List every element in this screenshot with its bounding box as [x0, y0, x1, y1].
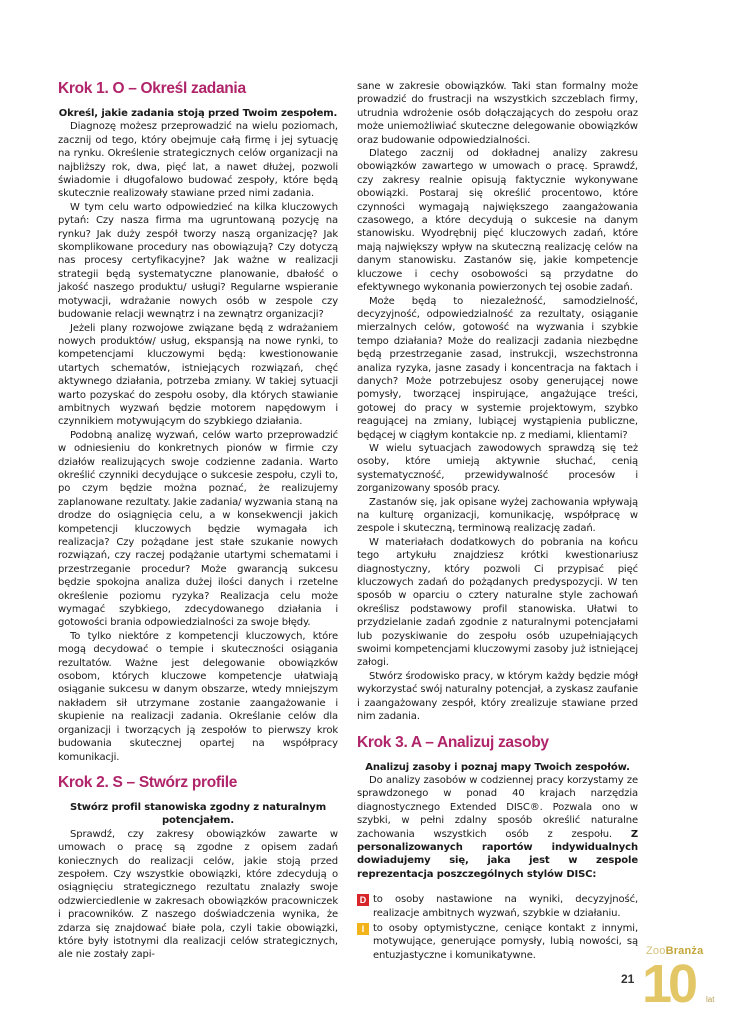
step1-paragraph-5: To tylko niektóre z kompetencji kluczowych, które mogą decydować o tempie i skuteczności osiągania rezultatów. Ważne jest delegowanie obowiązków osobom, których kluczowe kompetencje ułatwiają osiąganie sukcesu w danym obszarze, wtedy mniejszym nakładem sił utrzymane zostanie zaangażowanie i skupienie na realizacji zadania. Określanie celów dla organizacji i tworzących ją zespołów to pierwszy krok budowania skutecznej opartej na współpracy komunikacji. [58, 630, 338, 763]
list-item-text: to osoby optymistyczne, ceniące kontakt z innymi, motywujące, generujące pomysły, lubią nowości, są entuzjastyczne i komunikatywne. [373, 922, 638, 961]
step1-lead: Określ, jakie zadania stoją przed Twoim zespołem. [58, 108, 338, 119]
right-paragraph-7: Stwórz środowisko pracy, w którym każdy będzie mógł wykorzystać swój naturalny potencjał, a zyskasz zaufanie i zaangażowany zespół, który zrealizuje stawiane przed nim zadania. [357, 670, 638, 723]
logo-wordmark-zoo: Zoo [646, 945, 666, 957]
step1-heading: Krok 1. O – Określ zadania [58, 80, 246, 97]
step3-lead: Analizuj zasoby i poznaj mapy Twoich zespołów. [365, 761, 630, 773]
right-column [357, 80, 638, 964]
right-paragraph-6: W materiałach dodatkowych do pobrania na końcu tego artykułu znajdziesz krótki kwestionariusz diagnostyczny, który pozwoli Ci przypisać pięć kluczowych zadań do pożądanych predyspozycji. W ten sposób w oparciu o cztery naturalne style zachowań określisz podstawowy profil stanowiska. Ułatwi to przydzielanie zadań zgodnie z naturalnymi potencjałami lub pozyskiwanie do zespołu osób uzupełniających swoimi kompetencjami kluczowymi zasoby już istniejącej załogi. [357, 536, 638, 669]
step1-paragraph-4: Podobną analizę wyzwań, celów warto przeprowadzić w odniesieniu do konkretnych pionów w firmie czy działów realizujących swoje codzienne zadania. Warto określić czynniki decydujące o sukcesie zespołu, czyli to, po czym będzie można poznać, że realizujemy zaplanowane rezultaty. Jakie zadania/ wyzwania staną na drodze do osiągnięcia celu, a w konsekwencji jakich kompetencji kluczowych będzie wymagała ich realizacja? Czy pożądane jest stałe szukanie nowych rozwiązań, czy raczej podążanie utartymi schematami i przestrzeganie procedur? Może gwarancją sukcesu będzie spokojna analiza dużej ilości danych i rzetelne określenie poziomu ryzyka? Realizacja celu może wymagać szybkiego, zdecydowanego działania i gotowości brania odpowiedzialności za swoje błędy. [58, 429, 338, 629]
list-item-d [357, 893, 638, 920]
page-number: 21 [621, 972, 635, 986]
step3-paragraph-1 [357, 774, 638, 881]
list-item-i [357, 922, 638, 962]
right-paragraph-3: Może będą to niezależność, samodzielność, decyzyjność, odpowiedzialność za rezultaty, osiąganie mierzalnych celów, gotowość na wyzwania i szybkie tempo działania? Może do realizacji zadania niezbędne będą przestrzeganie zasad, instrukcji, wszechstronna analiza ryzyka, jasne zasady i koncentracja na faktach i danych? Może potrzebujesz osoby generującej nowe pomysły, tworzącej inspirujące, angażujące treści, gotowej do pracy w systemie projektowym, szybko reagującej na zmiany, lubiącej wystąpienia publiczne, będącej w ciągłym kontakcie np. z mediami, klientami? [357, 295, 638, 441]
step2-paragraph-1: Sprawdź, czy zakresy obowiązków zawarte w umowach o pracę są zgodne z opisem zadań koniecznych do realizacji celów, jakie stoją przed zespołem. Czy wszystkie obowiązki, które zdecydują o osiągnięciu strategicznego rezultatu znalazły swoje odzwierciedlenie w zakresach obowiązków pracowniczek i pracowników. Z naszego doświadczenia wynika, że zdarza się znajdować białe pola, czyli takie obowiązki, które były istotnymi dla realizacji celów strategicznych, ale nie zostały zapi- [58, 828, 338, 961]
disc-style-list [357, 893, 638, 962]
right-paragraph-4: W wielu sytuacjach zawodowych sprawdzą się też osoby, które umieją aktywnie słuchać, cenią systematyczność, przewidywalność procesów i zorganizowany sposób pracy. [357, 442, 638, 495]
i-style-badge: I [357, 923, 369, 935]
step1-paragraph-1: Diagnozę możesz przeprowadzić na wielu poziomach, zacznij od tego, który obejmuje całą firmę i jej sytuację na rynku. Określenie strategicznych celów organizacji na najbliższy rok, dwa, pięć lat, a nawet dłużej, pozwoli świadomie i długofalowo budować zespoły, które będą skutecznie realizowały stawiane przed nimi zadania. [58, 121, 338, 200]
left-column [58, 80, 338, 962]
right-paragraph-1: sane w zakresie obowiązków. Taki stan formalny może prowadzić do frustracji na wszystkich szczeblach firmy, utrudnia wdrożenie osób dołączających do zespołu oraz może uniemożliwiać skuteczne delegowanie obowiązków oraz budowanie odpowiedzialności. [357, 81, 638, 146]
step1-paragraph-2: W tym celu warto odpowiedzieć na kilka kluczowych pytań: Czy nasza firma ma ugruntowaną pozycję na rynku? Jak duży zespół tworzy naszą organizację? Jak skomplikowane procedury nas obowiązują? Czy dotyczą nas procesy certyfikacyjne? Jak ważne w realizacji strategii będą systematyczne planowanie, dbałość o jakość naszego produktu/ usługi? Regularne wspieranie motywacji, wdrażanie nowych osób w zespole czy budowanie relacji wewnątrz i na zewnątrz organizacji? [58, 201, 338, 321]
logo-number: 10 [642, 954, 695, 1014]
step3-heading: Krok 3. A – Analizuj zasoby [357, 733, 549, 751]
right-paragraph-5: Zastanów się, jak opisane wyżej zachowania wpływają na kulturę organizacji, komunikację, współpracę w zespole i skuteczną, terminową realizację zadań. [357, 496, 638, 535]
logo-sub: lat [706, 995, 715, 1004]
logo-wordmark-branza: Branża [665, 945, 704, 957]
zoobranza-10-lat-logo [640, 945, 720, 1015]
step1-paragraph-3: Jeżeli plany rozwojowe związane będą z wdrażaniem nowych produktów/ usług, ekspansją na nowe rynki, to kompetencjami kluczowymi będą: kwestionowanie utartych schematów, istniejących rozwiązań, chęć aktywnego działania, potrzeba zmiany. W takiej sytuacji warto pozyskać do zespołu osoby, dla których stawianie ambitnych wyzwań będzie motorem napędowym i czynnikiem motywującym do szybkiego działania. [58, 322, 338, 428]
step3-paragraph-text: Do analizy zasobów w codziennej pracy korzystamy ze sprawdzonego w ponad 40 krajach narzędzia diagnostycznego Extended DISC®. Pozwala ono w szybki, w pełni zdalny sposób określić naturalne zachowania wszystkich osób z zespołu. [357, 774, 638, 840]
step3-paragraph-bold: Z personalizowanych raportów indywidualnych dowiadujemy się, jaka jest w zespole reprezentacja poszczególnych stylów DISC: [357, 828, 638, 880]
list-item-text: to osoby nastawione na wyniki, decyzyjność, realizacje ambitnych wyzwań, szybkie w działaniu. [373, 894, 638, 919]
right-paragraph-2: Dlatego zacznij od dokładnej analizy zakresu obowiązków zawartego w umowach o pracę. Sprawdź, czy zakresy realnie opisują faktycznie wykonywane obowiązki. Postaraj się określić procentowo, które czynności wymagają największego zaangażowania czasowego, a które decydują o sukcesie na danym stanowisku. Wyodrębnij pięć kluczowych zadań, które mają największy wpływ na skuteczną realizację celów na danym stanowisku. Zastanów się, jakie kompetencje kluczowe i cechy osobowości są przydatne do efektywnego wykonania powierzonych tej osobie zadań. [357, 148, 638, 294]
d-style-badge: D [357, 894, 369, 906]
step2-lead: Stwórz profil stanowiska zgodny z naturalnym potencjałem. [69, 801, 327, 827]
step2-heading: Krok 2. S – Stwórz profile [58, 773, 238, 791]
